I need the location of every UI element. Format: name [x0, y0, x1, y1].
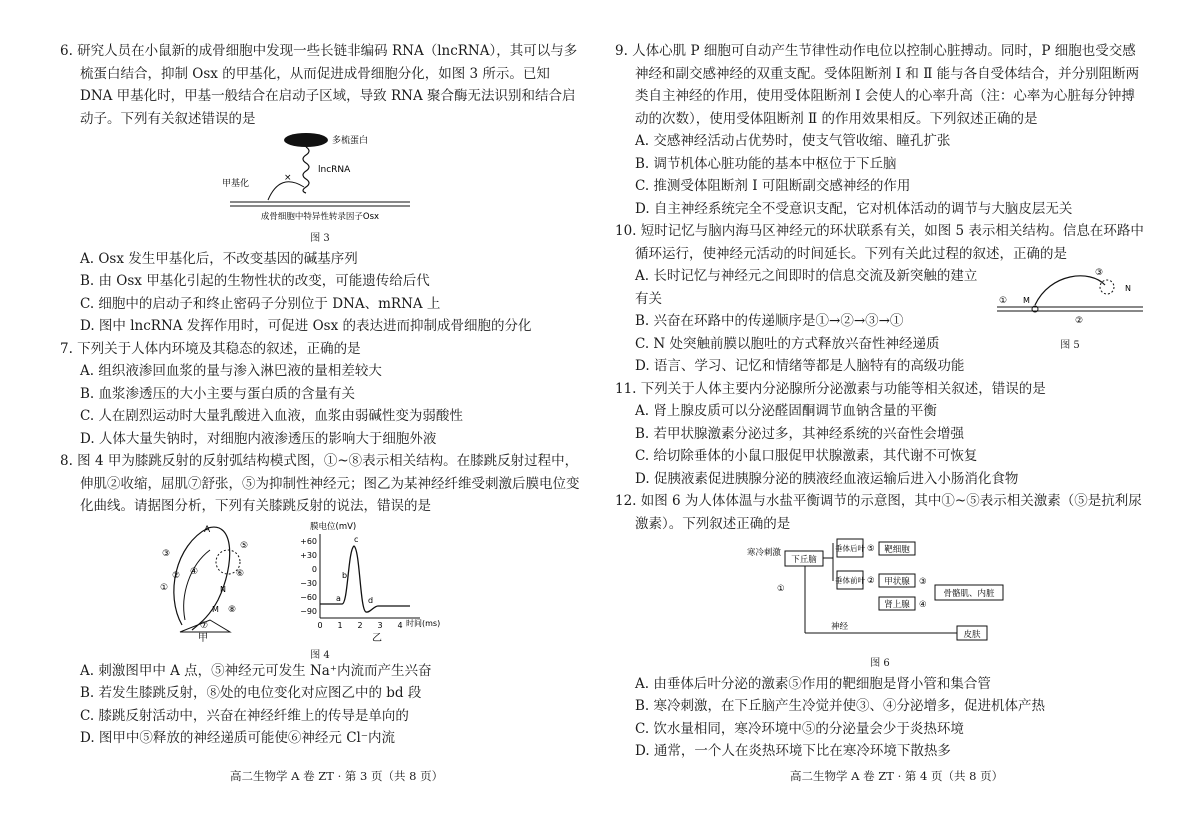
yi-ytick-1: +30: [300, 550, 317, 560]
figure-5-caption: 图 5: [1060, 339, 1080, 351]
figure-6-diagram: [745, 537, 1015, 649]
fig4-yi-xlabel: 时间(ms): [406, 618, 441, 628]
q6-option-a: A. Osx 发生甲基化后，不改变基因的碱基序列: [80, 250, 358, 267]
fig6-stim: 寒冷刺激: [747, 548, 782, 558]
yi-point-c: c: [354, 534, 359, 544]
fig6-mus: 骨骼肌、内脏: [943, 589, 995, 599]
lncrna-helix: [303, 147, 309, 193]
q7-stem: 7. 下列关于人体内环境及其稳态的叙述，正确的是: [60, 340, 361, 357]
q10-stem: 10. 短时记忆与脑内海马区神经元的环状联系有关，如图 5 表示相关结构。信息在环路中循环运行，使神经元活动的时间延长。下列有关此过程的叙述，正确的是: [615, 223, 1144, 262]
q12-option-a: A. 由垂体后叶分泌的激素⑤作用的靶细胞是肾小管和集合管: [635, 675, 991, 692]
fig5-N: N: [1125, 284, 1131, 293]
yi-ytick-0: +60: [300, 536, 317, 546]
fig4-M-label: M: [212, 604, 219, 614]
fig6-hypo: 下丘脑: [791, 555, 817, 565]
q6-option-d: D. 图中 lncRNA 发挥作用时，可促进 Osx 的表达进而抑制成骨细胞的分化: [80, 318, 532, 334]
fig3-methyl-label: 甲基化: [222, 179, 250, 189]
potential-curve: [320, 546, 410, 612]
q6-option-b: B. 由 Osx 甲基化引起的生物性状的改变，可能遗传给后代: [80, 273, 430, 289]
yi-ytick-4: −60: [300, 592, 317, 602]
yi-ytick-3: −30: [300, 578, 317, 588]
figure-3-caption: 图 3: [310, 232, 330, 244]
q6-stem: 6. 研究人员在小鼠新的成骨细胞中发现一些长链非编码 RNA（lncRNA），其可以与多梳蛋白结合，抑制 Osx 的甲基化，从而促进成骨细胞分化，如图 3 所示。已知 DNA 甲基化时，甲基一般结合在启动子区域，导致 RNA 聚合酶无法识别和结合启动子。下列有关叙述错误的是: [60, 43, 578, 127]
fig6-post: 垂体后叶: [835, 544, 865, 553]
fig4-yi: [300, 521, 440, 642]
q11-option-b: B. 若甲状腺激素分泌过多，其神经系统的兴奋性会增强: [635, 425, 965, 442]
methyl-arrow: [268, 182, 304, 200]
right-column: [615, 40, 1145, 763]
q9-option-a: A. 交感神经活动占优势时，使支气管收缩、瞳孔扩张: [635, 133, 951, 149]
q8-option-d: D. 图甲中⑤释放的神经递质可能使⑥神经元 Cl⁻内流: [80, 730, 395, 746]
fig6-h2: ②: [867, 576, 875, 586]
fig5-M: M: [1023, 296, 1030, 305]
q10-option-a: A. 长时记忆与神经元之间即时的信息交流及新突触的建立有关: [635, 268, 978, 307]
yi-point-d: d: [368, 595, 374, 605]
figure-4-diagram: [120, 520, 520, 642]
fig4-jia-label: 甲: [198, 632, 208, 642]
figure-6: [615, 537, 1145, 671]
figure-4-caption: 图 4: [310, 650, 330, 661]
fig4-n5: ⑤: [240, 540, 249, 551]
figure-5: [995, 265, 1145, 353]
q11-stem: 11. 下列关于人体主要内分泌腺所分泌激素与功能等相关叙述，错误的是: [615, 380, 1046, 397]
figure-6-caption: 图 6: [870, 657, 890, 669]
q8-option-a: A. 刺激图甲中 A 点，⑤神经元可发生 Na⁺内流而产生兴奋: [80, 662, 432, 679]
q7-option-b: B. 血浆渗透压的大小主要与蛋白质的含量有关: [80, 385, 356, 402]
yi-point-a: a: [336, 593, 341, 603]
fig5-n3: ③: [1095, 268, 1104, 278]
q8-option-c: C. 膝跳反射活动中，兴奋在神经纤维上的传导是单向的: [80, 707, 409, 724]
fig6-adr: 肾上腺: [884, 600, 910, 610]
fig4-n6: ⑥: [236, 568, 245, 579]
reflex-arc-path: [174, 524, 230, 630]
q12-option-c: C. 饮水量相同，寒冷环境中⑤的分泌量会少于炎热环境: [635, 720, 964, 737]
fig4-jia: [160, 525, 248, 642]
figure-4: [60, 520, 580, 661]
q12-option-d: D. 通常，一个人在炎热环境下比在寒冷环境下散热多: [635, 743, 951, 759]
q7-option-a: A. 组织液渗回血浆的量与渗入淋巴液的量相差较大: [80, 363, 382, 379]
fig4-n2: ②: [172, 570, 181, 581]
q7-option-d: D. 人体大量失钠时，对细胞内液渗透压的影响大于细胞外液: [80, 430, 437, 447]
fig5-n2: ②: [1075, 316, 1084, 326]
q10-option-c: C. N 处突触前膜以胞吐的方式释放兴奋性神经递质: [635, 335, 940, 352]
fig6-h4: ④: [919, 600, 927, 610]
q12-stem: 12. 如图 6 为人体体温与水盐平衡调节的示意图，其中①~⑤表示相关激素（⑤是抗利尿激素）。下列叙述正确的是: [615, 493, 1142, 532]
fig4-n7: ⑦: [200, 620, 209, 631]
q11-option-a: A. 肾上腺皮质可以分泌醛固酮调节血钠含量的平衡: [635, 403, 937, 419]
yi-point-b: b: [342, 570, 348, 580]
fig6-skin: 皮肤: [963, 630, 981, 640]
yi-ytick-2: 0: [311, 564, 317, 574]
q8-option-b: B. 若发生膝跳反射，⑧处的电位变化对应图乙中的 bd 段: [80, 685, 422, 701]
fig3-protein-label: 多梳蛋白: [332, 136, 369, 146]
fig6-kid: 靶细胞: [884, 545, 910, 555]
fig4-yi-ylabel: 膜电位(mV): [310, 521, 357, 532]
figure-3: [60, 132, 580, 246]
yi-xtick-4: 4: [397, 620, 403, 630]
fig6-ant: 垂体前叶: [835, 576, 865, 585]
q10-option-d: D. 语言、学习、记忆和情绪等都是人脑特有的高级功能: [635, 358, 965, 374]
fig6-h5: ⑤: [867, 544, 875, 554]
fig3-lnc-label: lncRNA: [318, 165, 351, 175]
fig6-nerve: 神经: [831, 622, 849, 632]
q9-option-d: D. 自主神经系统完全不受意识支配，它对机体活动的调节与大脑皮层无关: [635, 200, 1073, 217]
q9-option-b: B. 调节机体心脏功能的基本中枢位于下丘脑: [635, 155, 897, 172]
q6-option-c: C. 细胞中的启动子和终止密码子分别位于 DNA、mRNA 上: [80, 295, 441, 312]
fig3-gene-label: 成骨细胞中特异性转录因子Osx: [260, 212, 380, 222]
fig6-h1: ①: [777, 584, 785, 594]
q7-option-c: C. 人在剧烈运动时大量乳酸进入血液，血浆由弱碱性变为弱酸性: [80, 408, 463, 424]
fig6-h3: ③: [919, 577, 927, 587]
q12-option-b: B. 寒冷刺激，在下丘脑产生冷觉并使③、④分泌增多，促进机体产热: [635, 698, 1046, 714]
yi-xtick-0: 0: [317, 620, 323, 630]
fig4-n4: ④: [190, 566, 199, 577]
fig4-n1: ①: [160, 582, 169, 593]
q9-stem: 9. 人体心肌 P 细胞可自动产生节律性动作电位以控制心脏搏动。同时，P 细胞也受交感神经和副交感神经的双重支配。受体阻断剂 Ⅰ 和 Ⅱ 能与各自受体结合，并分别阻断两类自主神经的作用，使用受体阻断剂 Ⅰ 会使人的心率升高（注：心率为心脏每分钟搏动的次数），使用受体阻断剂 Ⅱ 的作用效果相反。下列叙述正确的是: [615, 43, 1140, 127]
q11-option-d: D. 促胰液素促进胰腺分泌的胰液经血液运输后进入小肠消化食物: [635, 470, 1019, 487]
q8-stem: 8. 图 4 甲为膝跳反射的反射弧结构模式图，①~⑧表示相关结构。在膝跳反射过程中，伸肌②收缩，屈肌⑦舒张，⑤为抑制性神经元；图乙为某神经纤维受刺激后膜电位变化曲线。请据图分析，下列有关膝跳反射的说法，错误的是: [60, 453, 580, 514]
loop-neuron: [1035, 276, 1105, 305]
fig4-A-label: A: [204, 524, 211, 535]
sensory-neuron: [184, 550, 210, 620]
footer-right: 高二生物学 A 卷 ZT · 第 4 页（共 8 页）: [790, 769, 1004, 783]
fig5-n1: ①: [999, 296, 1008, 306]
fig4-n8: ⑧: [228, 604, 237, 615]
left-column: [60, 40, 580, 750]
fig4-N-label: N: [220, 584, 226, 594]
figure-5-diagram: [995, 265, 1145, 331]
yi-xtick-3: 3: [377, 620, 383, 630]
q11-option-c: C. 给切除垂体的小鼠口服促甲状腺激素，其代谢不可恢复: [635, 448, 978, 464]
fig6-thy: 甲状腺: [884, 577, 910, 587]
figure-3-diagram: [220, 132, 420, 224]
fig4-yi-label: 乙: [372, 632, 382, 642]
yi-xtick-1: 1: [337, 620, 343, 630]
fig3-x-mark: ×: [284, 173, 292, 183]
yi-ytick-5: −90: [300, 606, 317, 616]
polycomb-protein-shape: [284, 133, 328, 147]
yi-xtick-2: 2: [357, 620, 363, 630]
q10-option-b: B. 兴奋在环路中的传递顺序是①→②→③→①: [635, 313, 904, 329]
q9-option-c: C. 推测受体阻断剂 Ⅰ 可阻断副交感神经的作用: [635, 178, 911, 194]
fig4-n3: ③: [162, 548, 171, 559]
footer-left: 高二生物学 A 卷 ZT · 第 3 页（共 8 页）: [230, 769, 444, 783]
